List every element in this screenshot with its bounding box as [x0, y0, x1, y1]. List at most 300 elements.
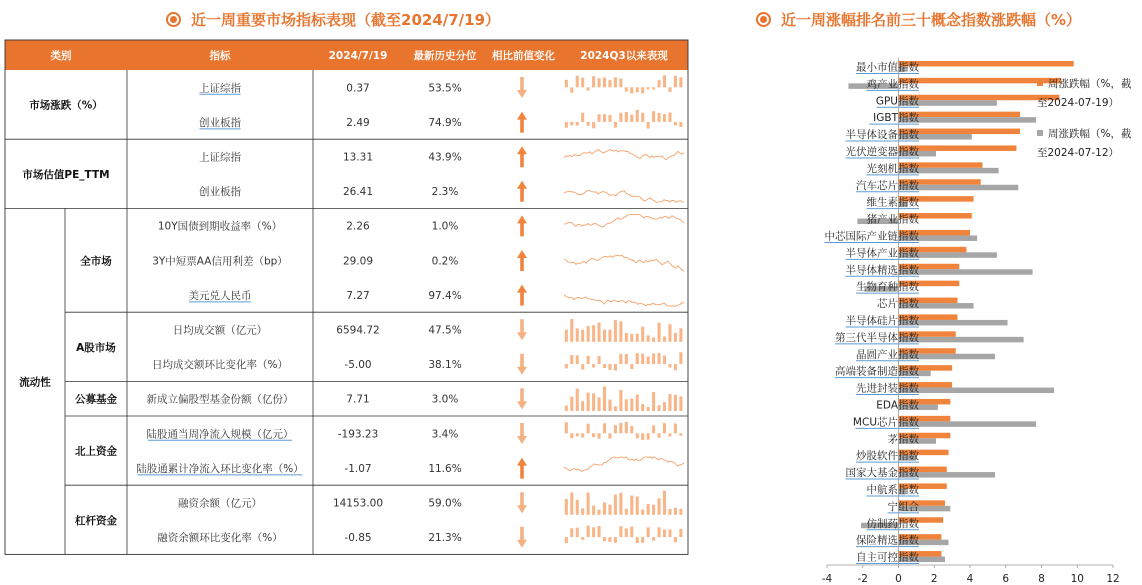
sparkline-bar	[576, 433, 579, 436]
historical-percentile: 47.5%	[428, 324, 462, 337]
subgroup-label: 杠杆资金	[75, 514, 117, 527]
sparkline-bar	[587, 122, 590, 126]
sparkline-bar	[592, 325, 595, 342]
sparkline-bar	[581, 330, 584, 342]
sparkline-bar	[565, 422, 568, 433]
table-header-cell: 相比前值变化	[492, 50, 555, 62]
sparkline-bar	[630, 399, 633, 411]
category-label: GPU指数	[875, 95, 919, 108]
historical-percentile: 0.2%	[431, 255, 459, 268]
sparkline-bar	[679, 396, 682, 411]
sparkline-bar	[598, 526, 601, 537]
subgroup-label: 公募基金	[75, 393, 117, 406]
category-label: 猪产业指数	[866, 213, 919, 226]
sparkline-bar	[652, 505, 655, 515]
indicator-value: 2.49	[346, 116, 370, 129]
sparkline-bar	[581, 508, 584, 514]
table-row	[199, 181, 684, 202]
x-tick-label: -4	[821, 573, 833, 585]
sparkline-bar	[641, 354, 644, 364]
historical-percentile: 3.4%	[431, 428, 459, 441]
sparkline-bar	[614, 122, 617, 128]
legend-swatch	[1037, 80, 1043, 86]
sparkline-bar	[614, 537, 617, 543]
sparkline-bar	[565, 406, 568, 411]
bar-series-2	[899, 117, 1037, 123]
sparkline-bar	[658, 323, 661, 342]
category-label: 芯片指数	[877, 298, 919, 311]
sparkline-bar	[630, 426, 633, 433]
sparkline-bar	[614, 495, 617, 515]
table-row	[147, 386, 683, 411]
sparkline-bar	[652, 353, 655, 364]
sparkline-bar	[614, 406, 617, 411]
sparkline-bar	[619, 423, 622, 433]
table-row	[199, 110, 682, 133]
sparkline-bar	[614, 77, 617, 87]
sparkline-bar	[674, 122, 677, 125]
table-row	[152, 250, 684, 271]
historical-percentile: 59.0%	[428, 497, 462, 510]
sparkline-bar	[663, 423, 666, 433]
sparkline-bar	[641, 327, 644, 342]
sparkline-bar	[630, 334, 633, 342]
table-header-cell: 指标	[209, 50, 231, 62]
sparkline-bar	[674, 508, 677, 515]
indicator-name: 创业板指	[199, 116, 241, 129]
indicator-value: 0.37	[346, 82, 370, 95]
sparkline-bar	[603, 537, 606, 541]
sparkline-bar	[658, 527, 661, 537]
sparkline-bar	[668, 324, 671, 342]
x-tick-label: 10	[1070, 573, 1084, 585]
sparkline-bar	[668, 364, 671, 367]
indicator-name: 3Y中短票AA信用利差（bp）	[152, 255, 288, 268]
sparkline-bar	[598, 356, 601, 364]
sparkline-bar	[641, 537, 644, 543]
sparkline-bar	[565, 364, 568, 368]
sparkline-bar	[619, 526, 622, 537]
sparkline-line	[564, 215, 684, 228]
sparkline-bar	[608, 400, 611, 411]
sparkline-bar	[652, 537, 655, 541]
sparkline-bar	[576, 122, 579, 126]
historical-percentile: 1.0%	[431, 220, 459, 233]
sparkline-bar	[598, 78, 601, 87]
sparkline-bar	[663, 336, 666, 341]
sparkline-bar	[641, 510, 644, 515]
sparkline-bar	[603, 114, 606, 122]
arrow-down-icon	[517, 77, 527, 98]
sparkline-bar	[619, 493, 622, 515]
sparkline-bar	[630, 364, 633, 369]
category-label: 中航系指数	[866, 483, 919, 496]
sparkline-bar	[674, 423, 677, 433]
indicator-name: 10Y国债到期收益率（%）	[157, 220, 283, 233]
category-label: 第三代半导体指数	[835, 331, 919, 344]
x-tick-label: 0	[895, 573, 902, 585]
sparkline-bar	[647, 122, 650, 129]
arrow-down-icon	[517, 319, 527, 340]
sparkline-bar	[619, 354, 622, 364]
historical-percentile: 2.3%	[431, 186, 459, 199]
indicator-name: 美元兑人民币	[188, 289, 252, 302]
category-label: 保险精选指数	[856, 534, 919, 547]
sparkline-bar	[652, 425, 655, 433]
indicator-name: 新成立偏股型基金份额（亿份）	[146, 393, 294, 406]
sparkline-line	[564, 150, 684, 160]
sparkline-bar	[587, 356, 590, 364]
sparkline-bar	[658, 353, 661, 364]
sparkline-bar	[598, 397, 601, 411]
sparkline-bar	[630, 527, 633, 538]
indicator-name: 融资余额（亿元）	[178, 497, 262, 510]
sparkline-bar	[668, 112, 671, 121]
table-header-cell: 2024/7/19	[328, 50, 388, 62]
sparkline-bar	[674, 537, 677, 542]
category-label: 炒股软件指数	[856, 450, 919, 463]
category-label: IGBT指数	[873, 112, 919, 125]
historical-percentile: 43.9%	[428, 151, 462, 164]
table-row	[173, 319, 683, 342]
indicator-value: 14153.00	[332, 497, 384, 510]
indicator-name: 创业板指	[199, 186, 241, 199]
sparkline-bar	[587, 493, 590, 515]
bar-series-2	[899, 421, 1037, 427]
subgroup-label: A股市场	[76, 341, 116, 354]
category-label: 最小市值指数	[856, 61, 919, 74]
sparkline-bar	[592, 506, 595, 515]
arrow-up-icon	[517, 250, 527, 271]
category-label: 宁组合	[887, 500, 919, 513]
sparkline-bar	[636, 433, 639, 438]
sparkline-bar	[663, 491, 666, 515]
indicator-name: 日均成交额（亿元）	[172, 324, 268, 337]
table-header-cell: 2024Q3以来表现	[580, 50, 668, 62]
indicator-value: 26.41	[342, 186, 374, 199]
sparkline-bar	[630, 87, 633, 93]
sparkline-line	[564, 255, 684, 271]
sparkline-bar	[641, 404, 644, 411]
indicator-name: 融资余额环比变化率（%）	[157, 532, 283, 545]
bar-series-1	[899, 95, 1060, 101]
sparkline-bar	[658, 405, 661, 411]
sparkline-bar	[614, 364, 617, 371]
sparkline-bar	[581, 364, 584, 369]
sparkline-bar	[587, 526, 590, 537]
sparkline-bar	[565, 330, 568, 342]
sparkline-bar	[630, 115, 633, 122]
group-label: 流动性	[19, 376, 51, 389]
sparkline-bar	[625, 509, 628, 515]
sparkline-bar	[581, 433, 584, 437]
sparkline-bar	[647, 87, 650, 89]
sparkline-bar	[679, 433, 682, 435]
category-label: 高端装备制造指数	[835, 365, 919, 378]
indicator-value: 6594.72	[336, 324, 380, 337]
sparkline-bar	[679, 509, 682, 515]
sparkline-bar	[619, 390, 622, 411]
sparkline-bar	[619, 113, 622, 122]
table-row	[147, 422, 683, 444]
sparkline-bar	[636, 87, 639, 92]
bar-series-2	[899, 388, 1055, 394]
historical-percentile: 21.3%	[428, 532, 462, 545]
sparkline-bar	[625, 528, 628, 537]
right-panel-title	[756, 8, 1081, 30]
table-row	[157, 526, 682, 548]
sparkline-bar	[603, 78, 606, 88]
sparkline-bar	[625, 87, 628, 91]
sparkline-bar	[576, 500, 579, 515]
sparkline-bar	[570, 87, 573, 92]
historical-percentile: 53.5%	[428, 82, 462, 95]
category-label: 晶圆产业指数	[856, 348, 919, 361]
sparkline-line	[564, 457, 684, 472]
sparkline-bar	[576, 328, 579, 341]
category-label: 国家大基金指数	[845, 467, 919, 480]
sparkline-bar	[576, 76, 579, 88]
sparkline-bar	[614, 425, 617, 433]
x-tick-label: 6	[1002, 573, 1010, 585]
x-tick-label: 2	[930, 573, 938, 585]
sparkline-bar	[663, 114, 666, 122]
right-panel-title-text: 近一周涨幅排名前三十概念指数涨跌幅（%）	[781, 10, 1082, 29]
table-row	[199, 146, 684, 167]
sparkline-bar	[587, 393, 590, 411]
sparkline-bar	[619, 78, 622, 87]
sparkline-bar	[581, 401, 584, 411]
sparkline-bar	[592, 76, 595, 87]
sparkline-bar	[581, 537, 584, 540]
sparkline-bar	[652, 87, 655, 89]
sparkline-bar	[608, 364, 611, 370]
sparkline-bar	[630, 496, 633, 515]
sparkline-bar	[565, 122, 568, 128]
x-tick-label: 12	[1106, 573, 1120, 585]
table-row	[199, 75, 682, 98]
category-label: EDA指数	[876, 399, 919, 412]
sparkline-bar	[647, 433, 650, 439]
sparkline-bar	[625, 354, 628, 364]
arrow-up-icon	[517, 146, 527, 167]
sparkline-bar	[663, 75, 666, 87]
sparkline-line	[564, 190, 684, 202]
indicator-value: 7.27	[346, 289, 370, 302]
table-row	[158, 215, 684, 237]
indicator-name: 上证综指	[199, 82, 241, 95]
sparkline-bar	[598, 323, 601, 342]
sparkline-bar	[668, 87, 671, 92]
sparkline-bar	[576, 528, 579, 537]
sparkline-bar	[570, 122, 573, 125]
arrow-down-icon	[517, 423, 527, 444]
category-label: 仿制药指数	[866, 517, 919, 530]
sparkline-bar	[658, 433, 661, 438]
sparkline-bar	[587, 87, 590, 90]
sparkline-bar	[587, 424, 590, 434]
sparkline-bar	[598, 433, 601, 438]
sparkline-bar	[647, 335, 650, 341]
sparkline-bar	[576, 355, 579, 364]
sparkline-bar	[598, 510, 601, 515]
sparkline-bar	[570, 433, 573, 438]
category-label: 自主可控指数	[856, 551, 919, 564]
sparkline-bar	[570, 528, 573, 537]
category-label: 半导体产业指数	[845, 247, 919, 260]
sparkline-bar	[647, 407, 650, 411]
sparkline-bar	[625, 422, 628, 434]
legend-swatch	[1037, 130, 1043, 136]
sparkline-bar	[647, 504, 650, 515]
sparkline-bar	[608, 433, 611, 438]
historical-percentile: 11.6%	[428, 462, 462, 475]
sparkline-bar	[663, 356, 666, 364]
sparkline-bar	[592, 527, 595, 537]
legend-label: 至2024-07-12）	[1037, 147, 1120, 159]
sparkline-bar	[592, 393, 595, 411]
category-label: 光伏逆变器指数	[845, 145, 919, 158]
sparkline-bar	[641, 433, 644, 440]
table-row	[178, 491, 682, 515]
x-tick-label: -2	[857, 573, 868, 585]
indicator-value: 13.31	[342, 151, 374, 164]
sparkline-bar	[581, 78, 584, 88]
category-label: 维生素指数	[866, 196, 919, 209]
table-row	[152, 352, 682, 375]
sparkline-bar	[663, 530, 666, 538]
sparkline-bar	[636, 496, 639, 514]
historical-percentile: 97.4%	[428, 289, 462, 302]
category-label: 半导体设备指数	[845, 129, 919, 142]
sparkline-bar	[581, 113, 584, 122]
arrow-up-icon	[517, 112, 527, 133]
sparkline-bar	[668, 509, 671, 515]
sparkline-bar	[570, 492, 573, 514]
table-header-cell: 最新历史分位	[413, 50, 477, 62]
sparkline-bar	[636, 110, 639, 122]
sparkline-bar	[636, 334, 639, 342]
sparkline-bar	[565, 80, 568, 87]
table-header-cell: 类别	[50, 50, 72, 62]
category-label: 汽车芯片指数	[856, 179, 919, 192]
sparkline-bar	[608, 330, 611, 342]
sparkline-bar	[570, 355, 573, 364]
arrow-up-icon	[517, 285, 527, 306]
historical-percentile: 38.1%	[428, 359, 462, 372]
sparkline-bar	[658, 113, 661, 122]
indicator-value: 2.26	[346, 220, 370, 233]
sparkline-bar	[587, 326, 590, 342]
bar-series-1	[899, 61, 1074, 66]
indicator-name: 日均成交额环比变化率（%）	[152, 359, 288, 372]
indicator-value: 29.09	[342, 255, 374, 268]
sparkline-bar	[592, 364, 595, 367]
sparkline-bar	[679, 77, 682, 87]
sparkline-bar	[641, 113, 644, 122]
sparkline-bar	[619, 321, 622, 341]
sparkline-bar	[603, 330, 606, 342]
sparkline-bar	[668, 529, 671, 537]
category-label: 鸡产业指数	[866, 78, 919, 91]
sparkline-bar	[647, 527, 650, 537]
sparkline-bar	[658, 80, 661, 87]
category-label: 茅指数	[887, 433, 919, 446]
arrow-up-icon	[517, 181, 527, 202]
arrow-down-icon	[517, 527, 527, 548]
group-label: 市场涨跌（%）	[29, 99, 103, 112]
arrow-down-icon	[517, 492, 527, 513]
arrow-down-icon	[517, 388, 527, 409]
sparkline-bar	[652, 338, 655, 342]
sparkline-bar	[674, 395, 677, 411]
sparkline-bar	[603, 364, 606, 368]
sparkline-bar	[592, 122, 595, 128]
legend-label: 周涨跌幅（%，截	[1048, 128, 1132, 140]
x-tick-label: 4	[966, 573, 974, 585]
indicator-name: 上证综指	[199, 151, 241, 164]
subgroup-label: 全市场	[80, 255, 112, 268]
sparkline-bar	[668, 433, 671, 436]
category-label: 中芯国际产业链指数	[824, 230, 919, 243]
sparkline-bar	[636, 353, 639, 364]
bar-series-1	[899, 78, 1062, 84]
sparkline-bar	[608, 537, 611, 542]
sparkline-bar	[658, 498, 661, 514]
sparkline-bar	[641, 87, 644, 93]
arrow-up-icon	[517, 458, 527, 479]
historical-percentile: 74.9%	[428, 116, 462, 129]
sparkline-bar	[625, 112, 628, 122]
sparkline-bar	[608, 505, 611, 515]
sparkline-bar	[565, 499, 568, 515]
indicator-value: 7.71	[346, 393, 370, 406]
sparkline-bar	[647, 357, 650, 365]
sparkline-bar	[570, 319, 573, 342]
legend-label: 周涨跌幅（%，截	[1048, 78, 1132, 90]
sparkline-bar	[663, 402, 666, 411]
sparkline-bar	[679, 529, 682, 537]
sparkline-bar	[636, 395, 639, 411]
sparkline-bar	[652, 111, 655, 122]
sparkline-bar	[674, 333, 677, 342]
sparkline-bar	[679, 328, 682, 342]
sparkline-bar	[636, 537, 639, 543]
sparkline-bar	[608, 80, 611, 87]
sparkline-bar	[625, 399, 628, 411]
sparkline-bar	[674, 364, 677, 370]
sparkline-bar	[652, 392, 655, 411]
arrow-up-icon	[517, 215, 527, 236]
group-label: 市场估值PE_TTM	[22, 168, 110, 181]
category-label: 生物育种指数	[856, 281, 919, 294]
sparkline-bar	[608, 115, 611, 122]
sparkline-bar	[570, 397, 573, 411]
category-label: 光刻机指数	[866, 162, 919, 175]
sparkline-bar	[576, 389, 579, 411]
legend-label: 至2024-07-19）	[1037, 97, 1120, 109]
sparkline-line	[564, 295, 684, 306]
historical-percentile: 3.0%	[431, 393, 459, 406]
arrow-down-icon	[517, 354, 527, 375]
indicator-name: 陆股通累计净流入环比变化率（%）	[136, 462, 304, 475]
sparkline-bar	[625, 333, 628, 342]
table-row	[189, 285, 685, 306]
sparkline-bar	[614, 320, 617, 342]
category-label: 先进封装指数	[856, 382, 919, 395]
category-label: 半导体精选指数	[845, 264, 919, 277]
sparkline-bar	[603, 386, 606, 411]
